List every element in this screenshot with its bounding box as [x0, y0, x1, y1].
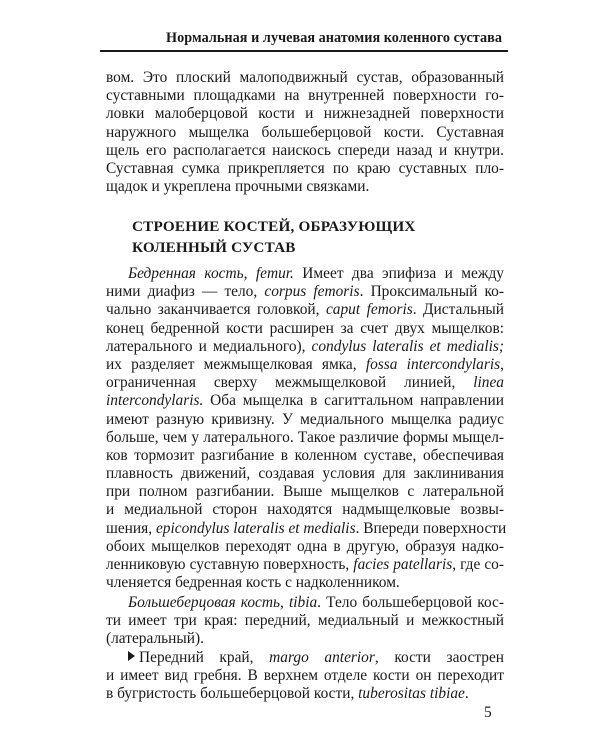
text-line: ков тормозит разгибание в коленном суставе, обеспечивая — [106, 446, 504, 464]
italic-term: caput femoris — [325, 301, 413, 319]
text-line: Передний край, margo anterior, кости заострен — [106, 649, 504, 667]
text-line: ловки малоберцовой кости и нижнезадней поверхности — [106, 105, 504, 123]
text-line: Большеберцовая кость, tibia. Тело большеберцовой кос- — [128, 594, 504, 611]
running-header — [100, 28, 508, 52]
text-line: щадок и укреплена прочными связками. — [106, 178, 370, 196]
italic-term: linea — [473, 374, 504, 392]
text-line: ними диафиз — тело, corpus femoris. Проксимальный ко- — [106, 283, 504, 301]
text-line: чально заканчивается головкой, caput femoris. Дистальный — [106, 301, 505, 319]
text-line: intercondylaris. Оба мыщелка в сагиттальном направлении — [106, 392, 504, 410]
italic-term: facies patellaris — [353, 556, 453, 573]
italic-term: intercondylaris. — [106, 392, 204, 410]
heading-line: КОЛЕННЫЙ СУСТАВ — [132, 239, 296, 256]
italic-term: Большеберцовая кость, tibia — [128, 594, 318, 611]
text-line: больше, чем у латерального. Такое различие формы мыщел- — [106, 428, 504, 446]
italic-term: fossa intercondylaris — [365, 355, 501, 373]
section-heading — [106, 216, 504, 258]
text-line: суставными площадками на внутренней поверхности го- — [106, 87, 504, 105]
page-number: 5 — [484, 704, 492, 721]
text-line: Бедренная кость, femur. Имеет два эпифиза и между — [128, 265, 504, 282]
text-line: конец бедренной кости расширен за счет двух мыщелков: — [106, 319, 504, 337]
heading-line: СТРОЕНИЕ КОСТЕЙ, ОБРАЗУЮЩИХ — [132, 218, 416, 235]
text-line: их разделяет межмыщелковая ямка, fossa intercondylaris, — [106, 355, 504, 373]
text-line: шения, epicondylus lateralis et medialis. Впереди поверхности — [106, 519, 507, 537]
italic-term: condylus lateralis et medialis; — [311, 337, 504, 355]
text-line: щель его располагается наискось спереди назад и кнутри. — [106, 141, 504, 159]
italic-term: corpus femoris — [264, 283, 360, 301]
margo-paragraph — [106, 649, 504, 704]
triangle-bullet-icon — [128, 651, 135, 661]
header-title: Нормальная и лучевая анатомия коленного сустава — [166, 30, 502, 46]
text-line: при полном разгибании. Выше мыщелков с латеральной — [106, 483, 504, 501]
text-line: членяется бедренная кость с надколенником. — [106, 574, 400, 592]
text-line: обоих мыщелков переходят одна в другую, образуя надко- — [106, 537, 504, 555]
tibia-paragraph — [106, 594, 504, 649]
text-line: и медиальной сторон находятся надмыщелковые возвы- — [106, 501, 504, 519]
text-line: плавность движений, создавая условия для заклинивания — [106, 465, 504, 483]
italic-term: tuberositas tibiae — [358, 685, 465, 703]
text-line: в бугристость большеберцовой кости, tuberositas tibiae. — [106, 685, 469, 703]
italic-term: epicondylus lateralis et medialis — [155, 519, 356, 537]
text-line: ограниченная сверху межмыщелковой линией, linea — [106, 374, 504, 392]
text-line: ти имеет три края: передний, медиальный и межкостный — [106, 612, 504, 630]
text-line: вом. Это плоский малоподвижный сустав, образованный — [106, 69, 504, 86]
italic-term: margo anterior — [269, 649, 375, 666]
text-line: латерального и медиального), condylus lateralis et medialis; — [106, 337, 504, 355]
intro-paragraph — [106, 69, 504, 196]
text-line: и имеет вид гребня. В верхнем отделе кости он переходит — [106, 667, 504, 685]
femur-paragraph — [106, 265, 507, 592]
text-line: наружного мыщелка большеберцовой кости. Суставная — [106, 123, 504, 141]
italic-term: Бедренная кость, femur. — [128, 265, 294, 282]
text-line: (латеральный). — [106, 630, 204, 648]
text-line: имеют разную кривизну. У медиального мыщелка радиус — [106, 410, 504, 428]
text-line: ленниковую суставную поверхность, facies patellaris, где со- — [106, 556, 504, 573]
text-line: Суставная сумка прикрепляется по краю суставных пло- — [106, 159, 504, 177]
